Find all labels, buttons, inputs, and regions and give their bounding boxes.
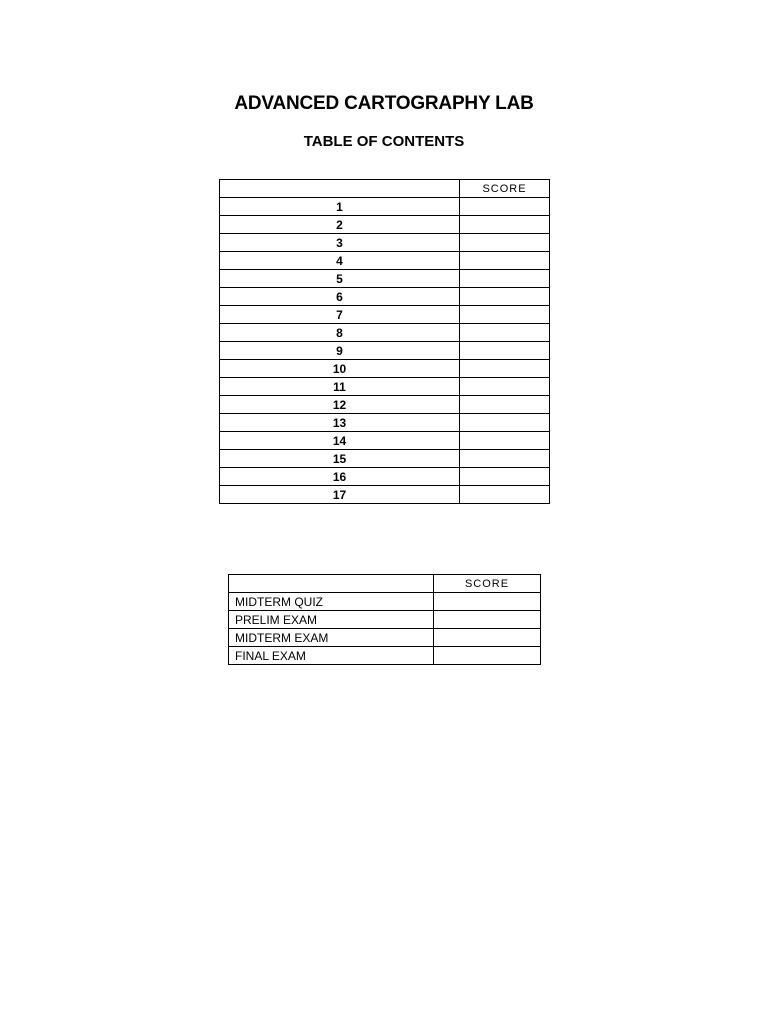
lab-number-cell: 8 — [220, 324, 460, 342]
score-cell — [460, 252, 550, 270]
lab-table-row — [220, 306, 550, 324]
lab-number-cell: 11 — [220, 378, 460, 396]
lab-table-row — [220, 450, 550, 468]
exam-table-row — [229, 629, 541, 647]
lab-number-cell: 9 — [220, 342, 460, 360]
score-cell — [460, 414, 550, 432]
lab-number-cell: 4 — [220, 252, 460, 270]
lab-number-cell: 5 — [220, 270, 460, 288]
lab-table-row — [220, 234, 550, 252]
score-cell — [460, 396, 550, 414]
score-cell — [460, 216, 550, 234]
lab-number-cell: 17 — [220, 486, 460, 504]
score-cell — [460, 270, 550, 288]
score-cell — [460, 288, 550, 306]
exam-table-row — [229, 647, 541, 665]
score-cell — [460, 450, 550, 468]
score-cell — [460, 360, 550, 378]
score-cell — [460, 306, 550, 324]
lab-number-cell: 7 — [220, 306, 460, 324]
lab-table-row — [220, 360, 550, 378]
lab-number-cell: 1 — [220, 198, 460, 216]
lab-number-cell: 3 — [220, 234, 460, 252]
lab-table-row — [220, 396, 550, 414]
lab-table-header-row — [220, 180, 550, 198]
exam-label-cell: PRELIM EXAM — [229, 611, 434, 629]
lab-number-cell: 6 — [220, 288, 460, 306]
lab-table-row — [220, 378, 550, 396]
lab-table-row — [220, 468, 550, 486]
score-cell — [460, 432, 550, 450]
page-title: ADVANCED CARTOGRAPHY LAB — [234, 93, 534, 114]
score-cell — [460, 342, 550, 360]
score-cell — [460, 198, 550, 216]
lab-table-row — [220, 324, 550, 342]
score-cell — [434, 611, 541, 629]
exam-table-row — [229, 611, 541, 629]
lab-number-cell: 14 — [220, 432, 460, 450]
lab-table-row — [220, 342, 550, 360]
lab-score-header: SCORE — [460, 180, 550, 198]
lab-score-table — [219, 179, 550, 504]
lab-table-row — [220, 252, 550, 270]
exam-header-blank-cell — [229, 575, 434, 593]
page-subtitle: TABLE OF CONTENTS — [303, 133, 465, 150]
exam-table-row — [229, 593, 541, 611]
exam-score-table — [228, 574, 541, 665]
lab-header-blank-cell — [220, 180, 460, 198]
score-cell — [460, 234, 550, 252]
score-cell — [434, 629, 541, 647]
lab-table-row — [220, 432, 550, 450]
exam-label-cell: FINAL EXAM — [229, 647, 434, 665]
score-cell — [434, 647, 541, 665]
lab-table-row — [220, 486, 550, 504]
exam-table-header-row — [229, 575, 541, 593]
lab-table-row — [220, 288, 550, 306]
exam-label-cell: MIDTERM QUIZ — [229, 593, 434, 611]
lab-number-cell: 13 — [220, 414, 460, 432]
lab-number-cell: 15 — [220, 450, 460, 468]
lab-table-row — [220, 414, 550, 432]
lab-number-cell: 16 — [220, 468, 460, 486]
lab-table-row — [220, 270, 550, 288]
lab-number-cell: 12 — [220, 396, 460, 414]
score-cell — [460, 486, 550, 504]
exam-label-cell: MIDTERM EXAM — [229, 629, 434, 647]
score-cell — [460, 468, 550, 486]
lab-number-cell: 10 — [220, 360, 460, 378]
lab-number-cell: 2 — [220, 216, 460, 234]
score-cell — [460, 378, 550, 396]
lab-table-row — [220, 216, 550, 234]
score-cell — [460, 324, 550, 342]
lab-table-row — [220, 198, 550, 216]
score-cell — [434, 593, 541, 611]
exam-score-header: SCORE — [434, 575, 541, 593]
